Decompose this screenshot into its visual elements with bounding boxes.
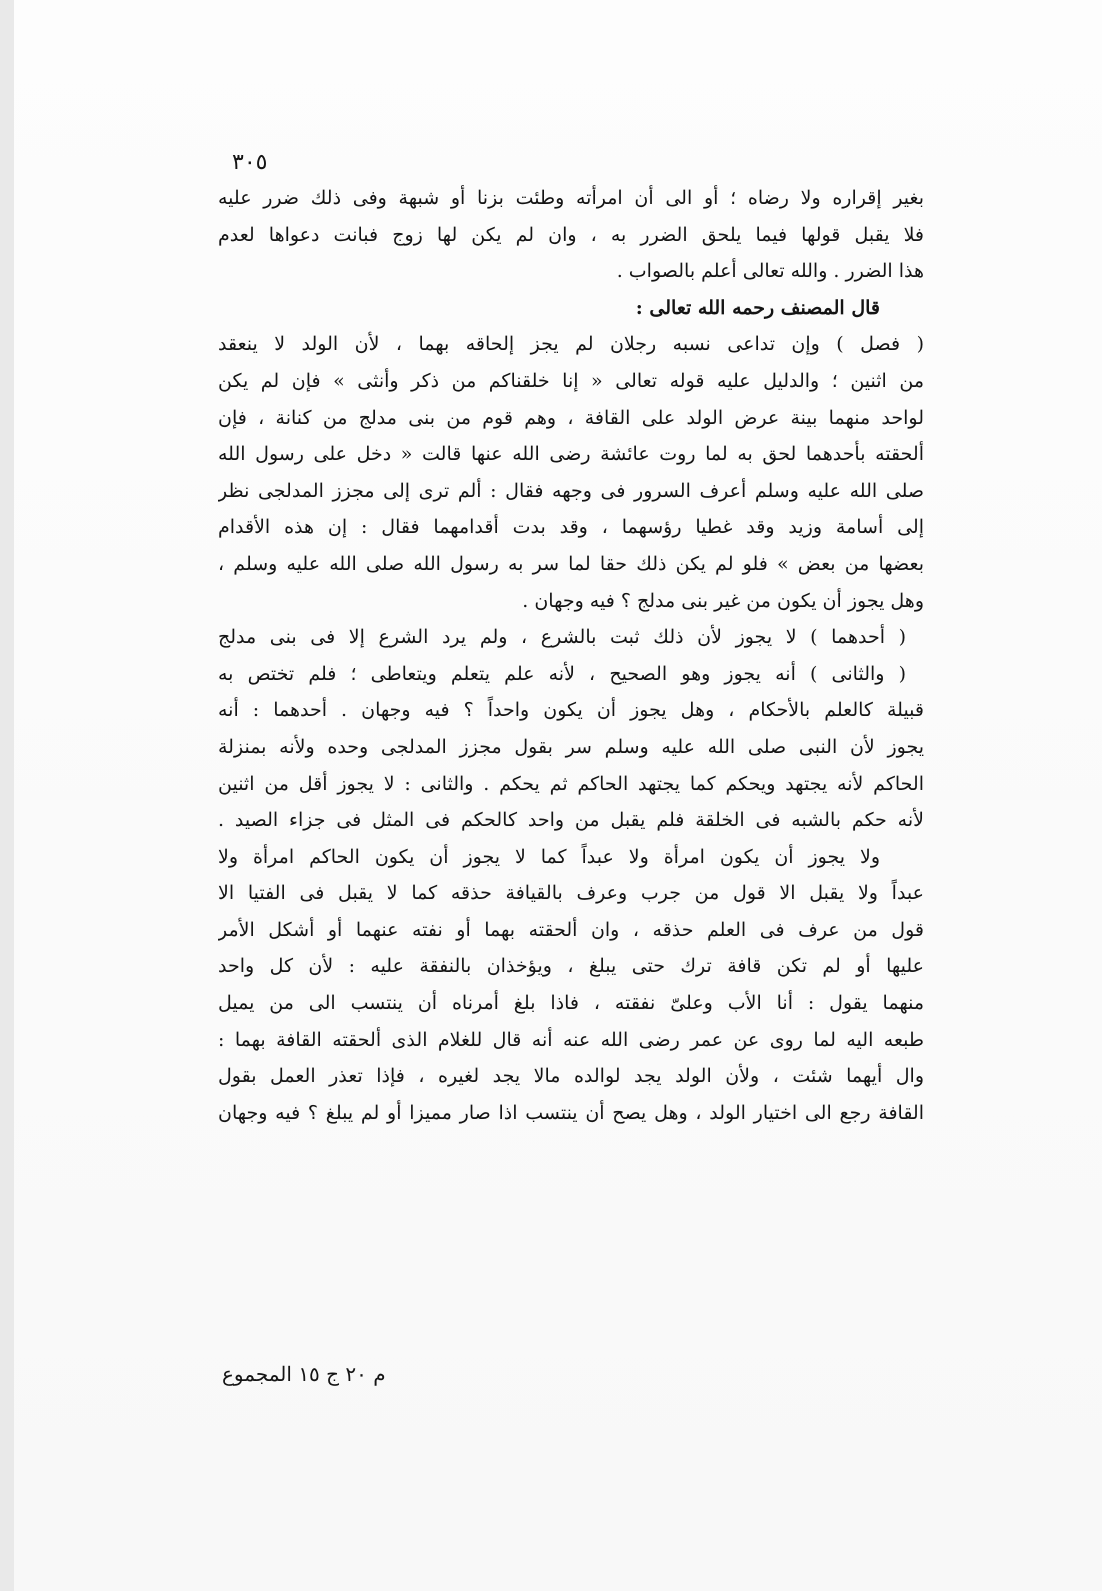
text-line: قبيلة كالعلم بالأحكام ، وهل يجوز أن يكون واحداً ؟ فيه وجهان . أحدهما : أنه — [218, 699, 924, 722]
text-line: قول من عرف فى العلم حذقه ، وان ألحقته بهما أو نفته عنهما أو أشكل الأمر — [218, 918, 924, 941]
text-line: بغير إقراره ولا رضاه ؛ أو الى أن امرأته وطئت بزنا أو شبهة وفى ذلك ضرر عليه — [218, 187, 924, 209]
text-line: ( فصل ) وإن تداعى نسبه رجلان لم يجز إلحاقه بهما ، لأن الولد لا ينعقد — [218, 333, 924, 356]
text-line: ( أحدهما ) لا يجوز لأن ذلك ثبت بالشرع ، ولم يرد الشرع إلا فى بنى مدلج — [218, 626, 906, 649]
text-line: ولا يجوز أن يكون امرأة ولا عبداً كما لا يجوز أن يكون الحاكم امرأة ولا — [218, 845, 880, 868]
text-line: فلا يقبل قولها فيما يلحق الضرر به ، وان لم يكن لها زوج فبانت دعواها لعدم — [218, 223, 924, 246]
text-line: طبعه اليه لما روى عن عمر رضى الله عنه أنه قال للغلام الذى ألحقته القافة بهما : — [218, 1028, 924, 1051]
text-line: لواحد منهما بينة عرض الولد على القافة ، وهم قوم من بنى مدلج من كنانة ، فإن — [218, 406, 924, 429]
text-line: يجوز لأن النبى صلى الله عليه وسلم سر بقول مجزز المدلجى وحده ولأنه بمنزلة — [218, 735, 924, 758]
text-line: عليها أو لم تكن قافة ترك حتى يبلغ ، ويؤخذان بالنفقة عليه : لأن كل واحد — [218, 955, 924, 978]
text-line: وهل يجوز أن يكون من غير بنى مدلج ؟ فيه وجهان . — [522, 589, 924, 612]
text-line: ( والثانى ) أنه يجوز وهو الصحيح ، لأنه علم يتعلم ويتعاطى ؛ فلم تختص به — [218, 662, 906, 685]
text-line: منهما يقول : أنا الأب وعلىّ نفقته ، فاذا بلغ أمرناه أن ينتسب الى من يميل — [218, 992, 924, 1015]
page-number: ٣٠٥ — [232, 150, 268, 175]
text-line: ألحقته بأحدهما لحق به لما روت عائشة رضى الله عنها قالت « دخل على رسول الله — [218, 443, 924, 466]
text-line: من اثنين ؛ والدليل عليه قوله تعالى « إنا خلقناكم من ذكر وأنثى » فإن لم يكن — [218, 369, 924, 392]
text-line: عبداً ولا يقبل الا قول من جرب وعرف بالقيافة حذقه كما لا يقبل فى الفتيا الا — [218, 882, 924, 905]
text-line: بعضها من بعض » فلو لم يكن ذلك حقا لما سر به رسول الله صلى الله عليه وسلم ، — [218, 552, 924, 575]
text-line: الحاكم لأنه يجتهد ويحكم كما يجتهد الحاكم ثم يحكم . والثانى : لا يجوز أقل من اثنين — [218, 772, 924, 795]
text-line: صلى الله عليه وسلم أعرف السرور فى وجهه فقال : ألم ترى إلى مجزز المدلجى نظر — [218, 479, 924, 502]
text-line: إلى أسامة وزيد وقد غطيا رؤسهما ، وقد بدت أقدامهما فقال : إن هذه الأقدام — [218, 516, 924, 539]
text-line: وال أيهما شئت ، ولأن الولد يجد لوالده مالا يجد لغيره ، فإذا تعذر العمل بقول — [218, 1065, 924, 1088]
footer-signature: م ٢٠ ج ١٥ المجموع — [222, 1362, 386, 1386]
main-text — [218, 180, 924, 1131]
text-line: القافة رجع الى اختيار الولد ، وهل يصح أن ينتسب اذا صار مميزا أو لم يبلغ ؟ فيه وجهان — [218, 1101, 924, 1124]
page-edge — [0, 0, 14, 1591]
text-line: هذا الضرر . والله تعالى أعلم بالصواب . — [616, 260, 924, 283]
text-line: لأنه حكم بالشبه فى الخلقة فلم يقبل من واحد كالحكم فى المثل فى جزاء الصيد . — [218, 809, 924, 832]
section-heading: قال المصنف رحمه الله تعالى : — [635, 296, 880, 319]
